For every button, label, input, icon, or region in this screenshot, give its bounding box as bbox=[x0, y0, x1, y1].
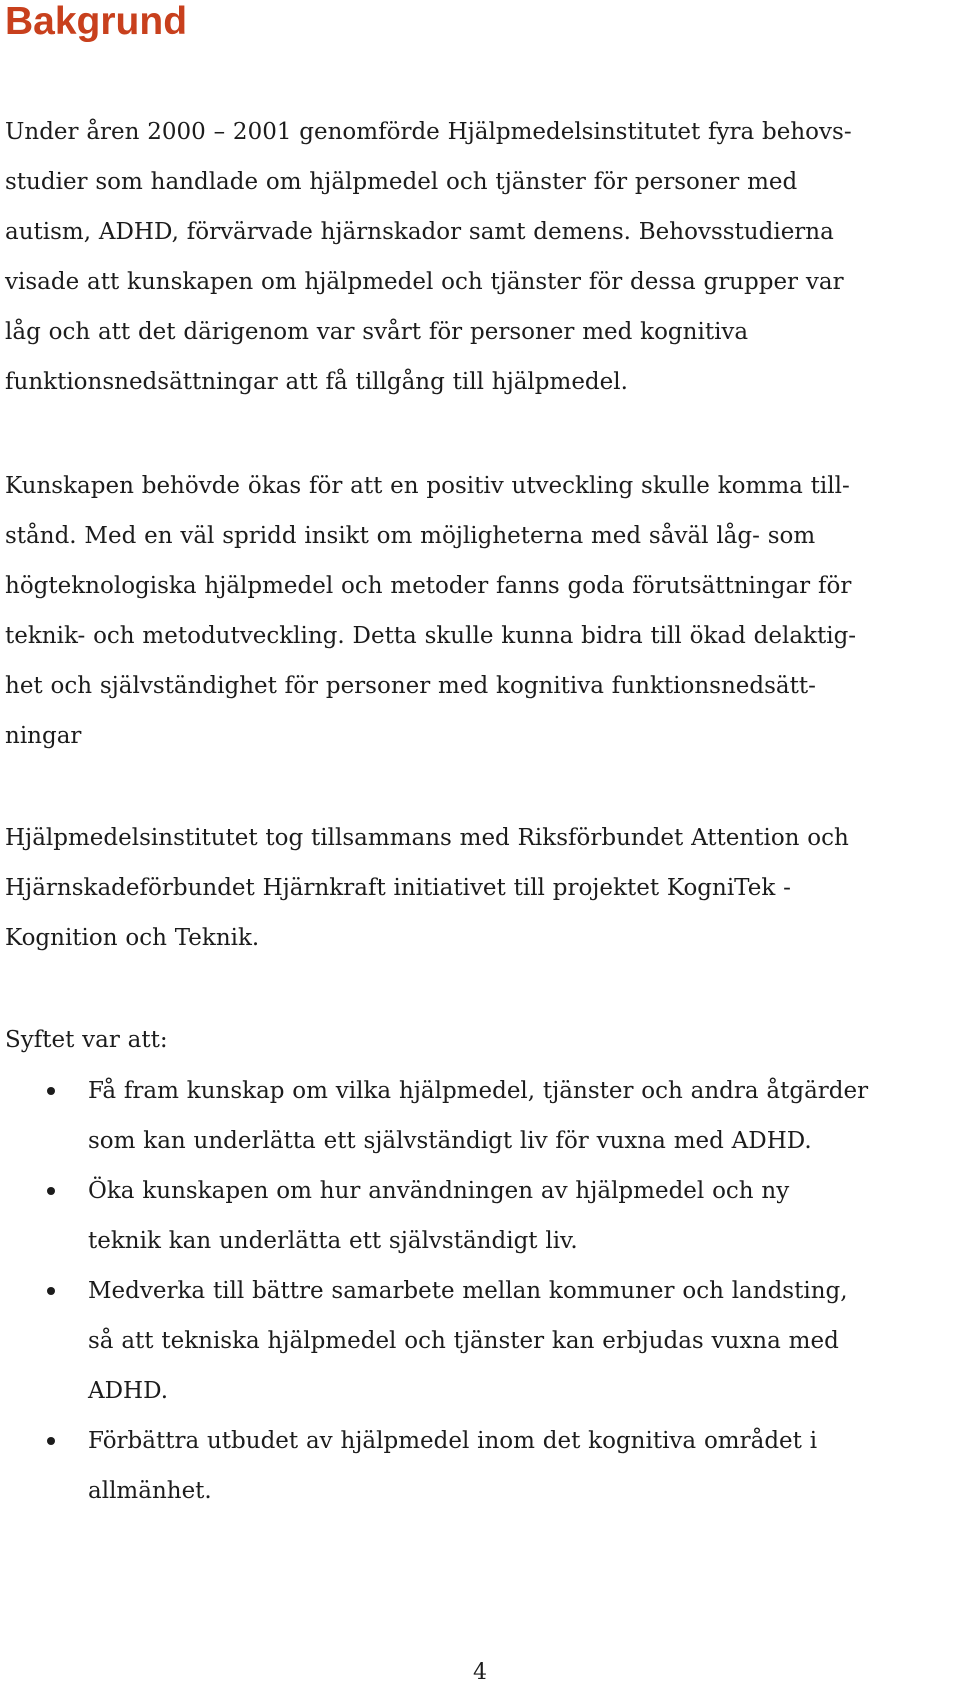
text-line: Hjärnskadeförbundet Hjärnkraft initiativet till projektet KogniTek - bbox=[5, 875, 791, 901]
paragraph-purpose-intro bbox=[5, 1015, 945, 1065]
list-item bbox=[0, 1066, 960, 1166]
text-line: het och självständighet för personer med kognitiva funktionsnedsätt- bbox=[5, 673, 816, 699]
text-line: Hjälpmedelsinstitutet tog tillsammans med Riksförbundet Attention och bbox=[5, 825, 849, 851]
text-line: Under åren 2000 – 2001 genomförde Hjälpmedelsinstitutet fyra behovs- bbox=[5, 119, 852, 145]
text-line: Öka kunskapen om hur användningen av hjälpmedel och ny bbox=[88, 1178, 790, 1204]
bullet-icon bbox=[47, 1087, 55, 1095]
section-heading: Bakgrund bbox=[5, 0, 188, 43]
paragraph-knowledge bbox=[5, 461, 945, 761]
text-line: Kunskapen behövde ökas för att en positiv utveckling skulle komma till- bbox=[5, 473, 850, 499]
list-item bbox=[0, 1166, 960, 1266]
text-line: Syftet var att: bbox=[5, 1027, 168, 1053]
text-line: som kan underlätta ett självständigt liv för vuxna med ADHD. bbox=[88, 1128, 812, 1154]
text-line: Medverka till bättre samarbete mellan kommuner och landsting, bbox=[88, 1278, 848, 1304]
text-line: autism, ADHD, förvärvade hjärnskador samt demens. Behovsstudierna bbox=[5, 219, 834, 245]
text-line: Kognition och Teknik. bbox=[5, 925, 260, 951]
text-line: ADHD. bbox=[88, 1378, 169, 1404]
bullet-icon bbox=[47, 1187, 55, 1195]
paragraph-background bbox=[5, 107, 945, 407]
text-line: högteknologiska hjälpmedel och metoder fanns goda förutsättningar för bbox=[5, 573, 852, 599]
list-item bbox=[0, 1416, 960, 1516]
list-item-text bbox=[88, 1416, 948, 1516]
list-item-text bbox=[88, 1166, 948, 1266]
text-line: allmänhet. bbox=[88, 1478, 212, 1504]
list-item-text bbox=[88, 1266, 948, 1416]
page-number: 4 bbox=[473, 1660, 487, 1685]
text-line: teknik kan underlätta ett självständigt liv. bbox=[88, 1228, 578, 1254]
text-line: så att tekniska hjälpmedel och tjänster kan erbjudas vuxna med bbox=[88, 1328, 839, 1354]
paragraph-project-initiative bbox=[5, 813, 945, 963]
list-item-text bbox=[88, 1066, 948, 1166]
bullet-icon bbox=[47, 1287, 55, 1295]
purpose-list bbox=[0, 1066, 960, 1516]
text-line: studier som handlade om hjälpmedel och tjänster för personer med bbox=[5, 169, 798, 195]
text-line: visade att kunskapen om hjälpmedel och tjänster för dessa grupper var bbox=[5, 269, 844, 295]
text-line: Få fram kunskap om vilka hjälpmedel, tjänster och andra åtgärder bbox=[88, 1078, 869, 1104]
text-line: teknik- och metodutveckling. Detta skulle kunna bidra till ökad delaktig- bbox=[5, 623, 857, 649]
text-line: låg och att det därigenom var svårt för personer med kognitiva bbox=[5, 319, 749, 345]
bullet-icon bbox=[47, 1437, 55, 1445]
text-line: ningar bbox=[5, 723, 82, 749]
text-line: funktionsnedsättningar att få tillgång till hjälpmedel. bbox=[5, 369, 628, 395]
text-line: Förbättra utbudet av hjälpmedel inom det kognitiva området i bbox=[88, 1428, 818, 1454]
text-line: stånd. Med en väl spridd insikt om möjligheterna med såväl låg- som bbox=[5, 523, 816, 549]
list-item bbox=[0, 1266, 960, 1416]
